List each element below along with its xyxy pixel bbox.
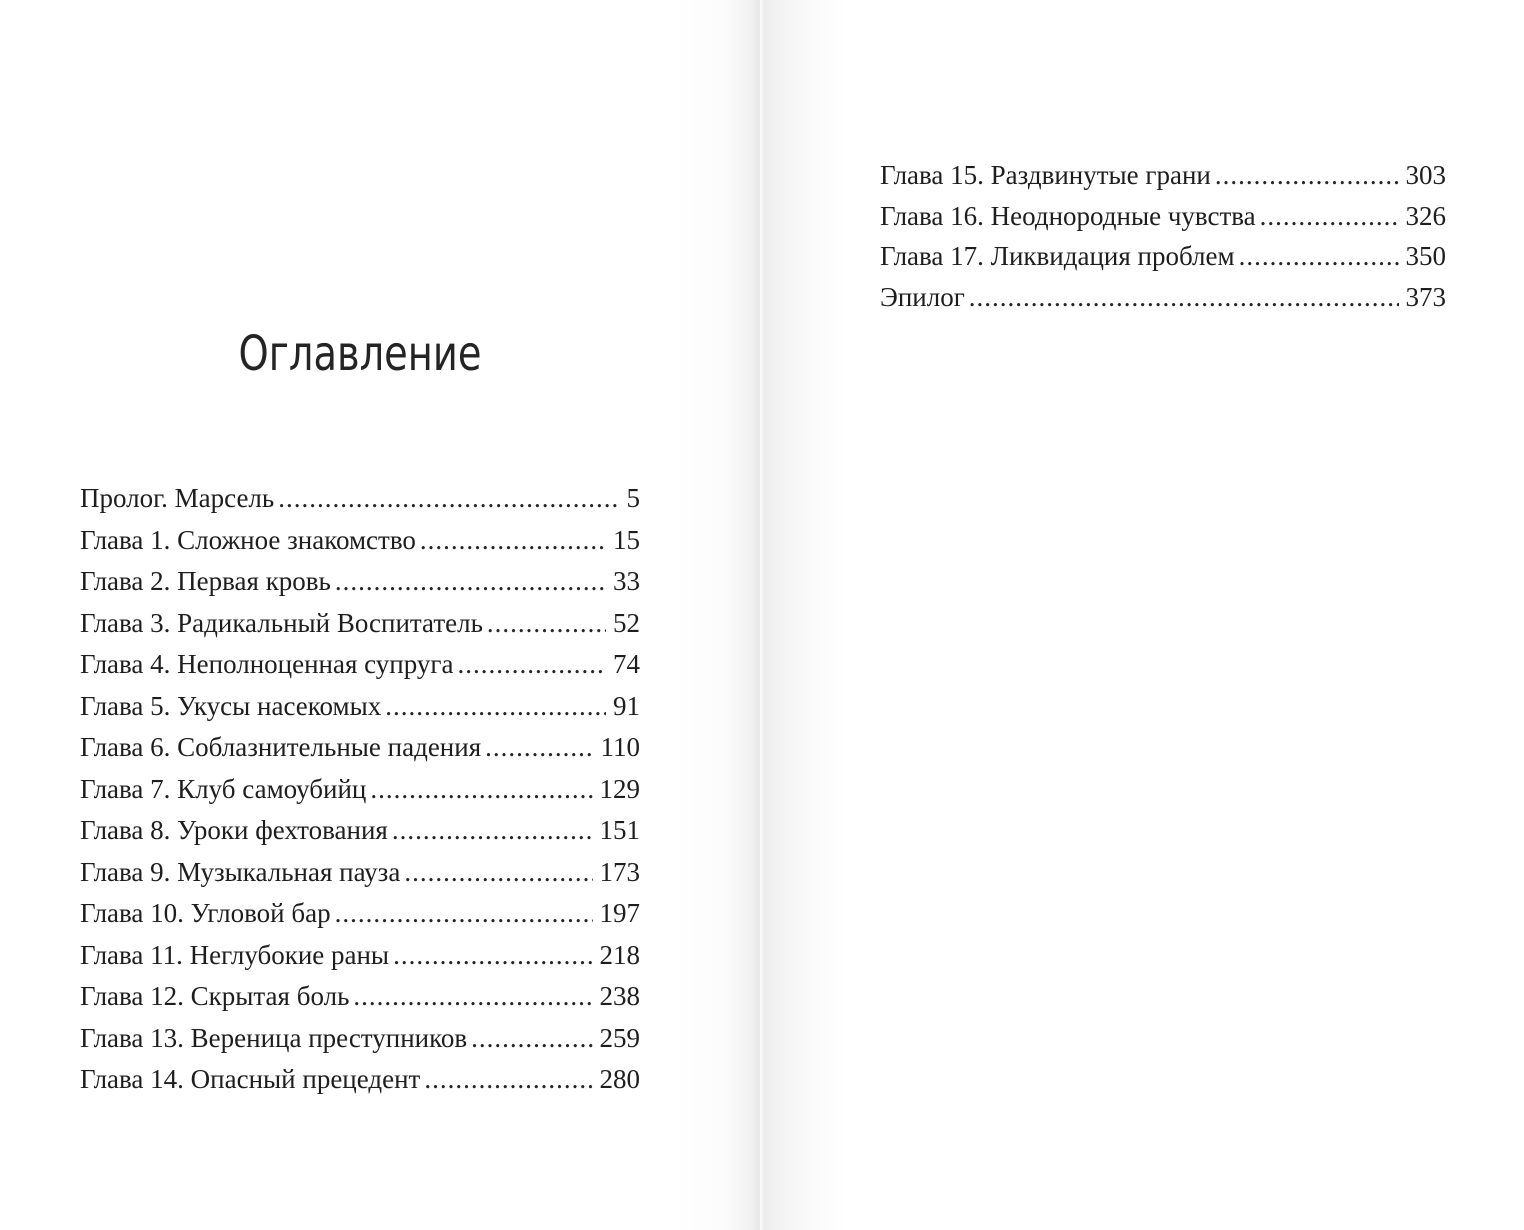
toc-entry	[880, 236, 1446, 277]
toc-leader-dots	[487, 603, 606, 645]
toc-entry	[80, 893, 640, 935]
toc-entry-page-number: 303	[1405, 160, 1446, 190]
toc-list-right	[880, 155, 1446, 317]
toc-entry-label: Глава 10. Угловой бар	[80, 898, 331, 928]
toc-entry-page-number: 218	[599, 939, 640, 970]
toc-entry-page-number: 151	[599, 815, 640, 845]
toc-entry-label: Глава 5. Укусы насекомых	[80, 690, 382, 721]
toc-leader-dots	[335, 561, 606, 603]
toc-entry-label: Глава 3. Радикальный Воспитатель	[80, 607, 483, 638]
toc-entry-label: Глава 11. Неглубокие раны	[80, 939, 390, 970]
toc-leader-dots	[385, 686, 606, 728]
toc-entry-page-number: 238	[599, 981, 640, 1011]
toc-leader-dots	[471, 1018, 592, 1060]
toc-entry	[80, 603, 640, 645]
toc-entry-page-number: 259	[599, 1022, 640, 1053]
toc-entry-page-number: 197	[599, 898, 640, 928]
toc-entry-label: Глава 4. Неполноценная супруга	[80, 649, 454, 679]
toc-leader-dots	[424, 1059, 592, 1101]
toc-leader-dots	[1215, 155, 1399, 196]
toc-entry	[80, 727, 640, 769]
toc-entry-page-number: 326	[1405, 200, 1446, 231]
toc-entry-label: Глава 16. Неоднородные чувства	[880, 200, 1256, 231]
toc-entry-page-number: 129	[599, 773, 640, 804]
toc-entry	[80, 852, 640, 894]
toc-entry-page-number: 33	[613, 566, 640, 596]
toc-entry-page-number: 74	[613, 649, 640, 679]
toc-entry	[80, 1018, 640, 1060]
toc-entry-page-number: 373	[1405, 281, 1446, 312]
page-gutter-shadow	[672, 0, 848, 1230]
toc-entry-page-number: 52	[613, 607, 640, 638]
toc-leader-dots	[370, 769, 592, 811]
toc-entry-page-number: 350	[1405, 241, 1446, 271]
toc-entry	[880, 196, 1446, 237]
toc-entry-label: Глава 13. Вереница преступников	[80, 1022, 468, 1053]
toc-title: Оглавление	[238, 326, 482, 382]
toc-entry-page-number: 280	[599, 1064, 640, 1094]
toc-leader-dots	[1260, 196, 1399, 237]
toc-entry	[80, 810, 640, 852]
toc-entry-label: Глава 1. Сложное знакомство	[80, 524, 416, 555]
toc-entry	[880, 277, 1446, 318]
toc-entry-page-number: 91	[613, 690, 640, 721]
toc-entry-label: Глава 12. Скрытая боль	[80, 981, 350, 1011]
toc-entry	[80, 561, 640, 603]
toc-leader-dots	[485, 727, 593, 769]
toc-entry-label: Пролог. Марсель	[80, 483, 275, 513]
toc-entry-label: Глава 9. Музыкальная пауза	[80, 856, 401, 887]
toc-leader-dots	[457, 644, 606, 686]
toc-entry-label: Глава 17. Ликвидация проблем	[880, 241, 1235, 271]
toc-leader-dots	[404, 852, 592, 894]
toc-leader-dots	[1239, 236, 1399, 277]
toc-entry	[80, 1059, 640, 1101]
toc-entry	[80, 686, 640, 728]
toc-entry	[80, 976, 640, 1018]
toc-entry-label: Глава 8. Уроки фехтования	[80, 815, 388, 845]
toc-entry	[80, 644, 640, 686]
toc-entry-label: Глава 15. Раздвинутые грани	[880, 160, 1211, 190]
toc-entry-page-number: 5	[626, 483, 640, 513]
toc-leader-dots	[353, 976, 592, 1018]
toc-entry-label: Эпилог	[880, 281, 965, 312]
toc-entry-label: Глава 7. Клуб самоубийц	[80, 773, 367, 804]
toc-entry-page-number: 15	[613, 524, 640, 555]
toc-entry	[80, 769, 640, 811]
toc-entry-page-number: 110	[600, 732, 640, 762]
toc-leader-dots	[393, 935, 592, 977]
toc-entry-page-number: 173	[599, 856, 640, 887]
toc-leader-dots	[335, 893, 593, 935]
toc-entry-label: Глава 14. Опасный прецедент	[80, 1064, 421, 1094]
toc-leader-dots	[392, 810, 593, 852]
toc-entry-label: Глава 6. Соблазнительные падения	[80, 732, 482, 762]
toc-entry	[80, 478, 640, 520]
toc-entry	[880, 155, 1446, 196]
toc-leader-dots	[278, 478, 619, 520]
toc-entry	[80, 935, 640, 977]
toc-list-left	[80, 478, 640, 1101]
toc-leader-dots	[969, 277, 1399, 318]
toc-entry	[80, 520, 640, 562]
toc-leader-dots	[420, 520, 606, 562]
toc-entry-label: Глава 2. Первая кровь	[80, 566, 331, 596]
